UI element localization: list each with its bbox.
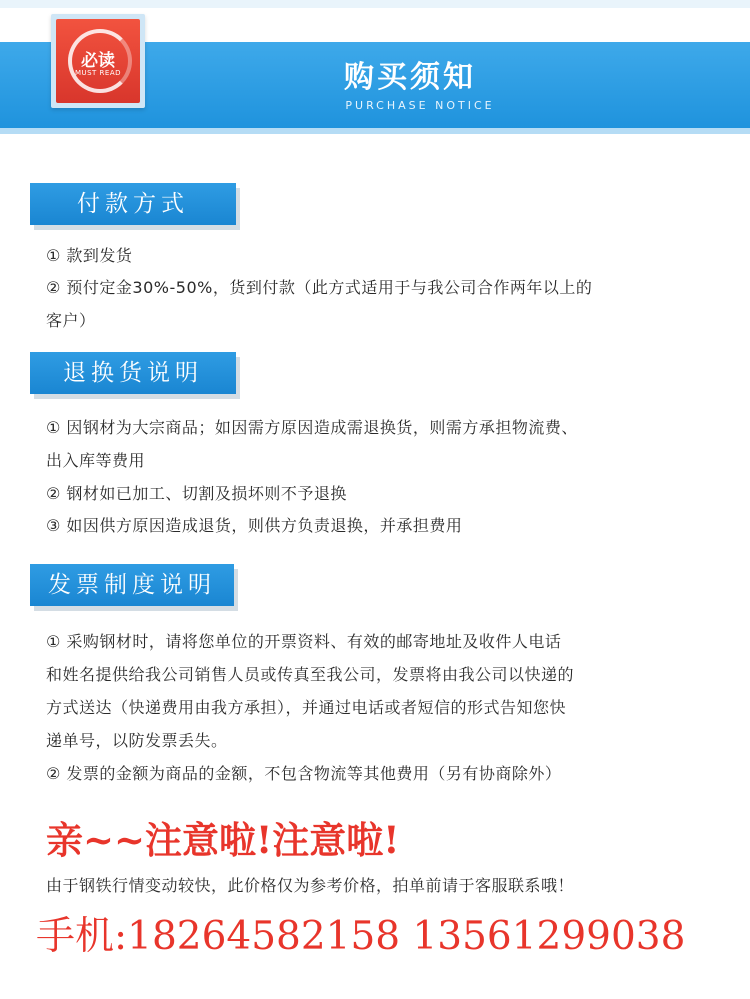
payment-line-3: 客户） xyxy=(46,311,96,330)
phone-numbers: 手机:18264582158 13561299038 xyxy=(36,914,686,959)
returns-line-3: ② 钢材如已加工、切割及损坏则不予退换 xyxy=(46,484,347,503)
section-title-returns: 退换货说明 xyxy=(30,352,236,394)
attention-headline: 亲~~注意啦!注意啦! xyxy=(46,818,400,862)
page-title: 购买须知 xyxy=(344,60,476,95)
returns-line-2: 出入库等费用 xyxy=(46,451,146,470)
badge-label: 必读 xyxy=(81,51,115,71)
section-title-payment: 付款方式 xyxy=(30,183,236,225)
top-stripe xyxy=(0,0,750,8)
page-subtitle: PURCHASE NOTICE xyxy=(345,99,495,112)
invoice-line-5: ② 发票的金额为商品的金额，不包含物流等其他费用（另有协商除外） xyxy=(46,764,562,783)
returns-line-4: ③ 如因供方原因造成退货，则供方负责退换，并承担费用 xyxy=(46,516,463,535)
invoice-line-4: 递单号，以防发票丢失。 xyxy=(46,731,228,750)
section-title-invoice: 发票制度说明 xyxy=(30,564,234,606)
must-read-badge xyxy=(51,14,145,108)
invoice-line-3: 方式送达（快递费用由我方承担），并通过电话或者短信的形式告知您快 xyxy=(46,698,567,717)
price-notice-text: 由于钢铁行情变动较快，此价格仅为参考价格，拍单前请于客服联系哦！ xyxy=(46,876,575,895)
invoice-line-2: 和姓名提供给我公司销售人员或传真至我公司，发票将由我公司以快递的 xyxy=(46,665,575,684)
invoice-line-1: ① 采购钢材时，请将您单位的开票资料、有效的邮寄地址及收件人电话 xyxy=(46,632,562,651)
badge-sublabel: MUST READ xyxy=(74,69,122,77)
payment-line-1: ① 款到发货 xyxy=(46,246,133,265)
returns-line-1: ① 因钢材为大宗商品；如因需方原因造成需退换货，则需方承担物流费、 xyxy=(46,418,578,437)
payment-line-2: ② 预付定金30%-50%，货到付款（此方式适用于与我公司合作两年以上的 xyxy=(46,278,593,297)
